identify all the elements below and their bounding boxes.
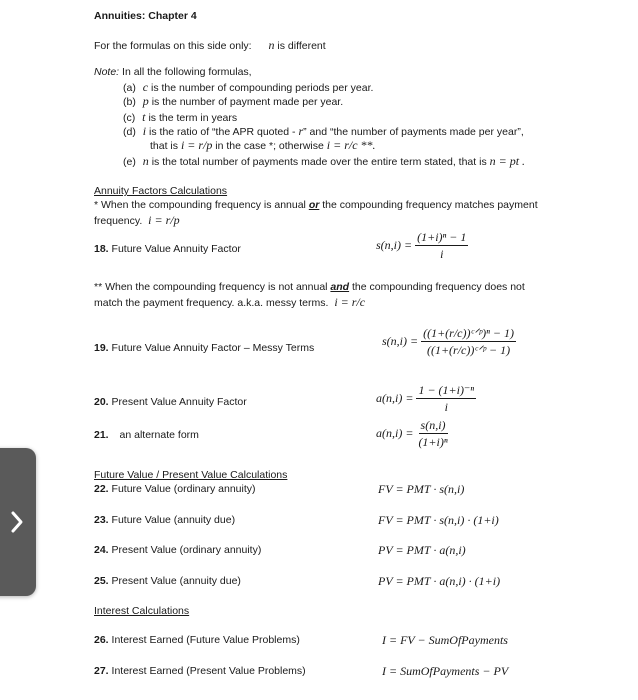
formula-num: 20. [94, 396, 109, 408]
note-eq: n = pt . [489, 154, 526, 168]
formula-label: Present Value (annuity due) [111, 575, 241, 587]
note-item-a [123, 80, 373, 95]
note-var: r [298, 124, 304, 138]
note-text: is the term in years [148, 112, 238, 124]
formula-denominator: i [440, 247, 444, 261]
formula-18-eq [376, 230, 468, 261]
formula-num: 27. [94, 665, 109, 677]
note-text: in the case *; otherwise [215, 140, 324, 152]
note-eq: i = r/p [180, 138, 213, 152]
formula-label: Interest Earned (Present Value Problems) [111, 665, 306, 677]
formula-27-eq: I = SumOfPayments − PV [382, 664, 509, 678]
formula-22-label [94, 483, 256, 495]
note-text: is the number of payment made per year. [151, 96, 344, 108]
formula-num: 25. [94, 575, 109, 587]
formula-label: Future Value (ordinary annuity) [111, 483, 256, 495]
star-text: frequency. [94, 215, 143, 227]
side-note [94, 38, 326, 53]
star-note-line1 [94, 199, 538, 211]
note-item-e [123, 154, 525, 169]
star-note-line2 [94, 213, 180, 228]
formula-lhs: a(n,i) = [376, 426, 414, 440]
note-item-d-cont [150, 138, 376, 153]
formula-numerator: 1 − (1+i)⁻ⁿ [418, 383, 475, 397]
interest-heading: Interest Calculations [94, 605, 190, 617]
note-text: is the total number of payments made over the entire term stated, that is [151, 156, 487, 168]
formula-label: Interest Earned (Future Value Problems) [111, 634, 300, 646]
note-text: is the ratio of “the APR quoted - [149, 126, 299, 138]
formula-num: 24. [94, 544, 109, 556]
formula-27-label [94, 665, 306, 677]
formula-26-eq: I = FV − SumOfPayments [382, 633, 508, 647]
formula-19-eq [382, 326, 516, 357]
note-var: t [142, 110, 146, 124]
formula-22-eq: FV = PMT · s(n,i) [378, 482, 465, 496]
dstar-note-line2 [94, 295, 365, 310]
formula-fraction [416, 418, 449, 449]
side-nav-tab[interactable] [0, 448, 36, 596]
note-intro [94, 66, 252, 78]
formula-label: Present Value (ordinary annuity) [111, 544, 262, 556]
formula-23-label [94, 514, 235, 526]
formula-numerator: ((1+(r/c))ᶜᐟᵖ)ⁿ − 1) [423, 326, 514, 340]
note-var: c [142, 80, 149, 94]
note-intro-text: In all the following formulas, [122, 66, 252, 78]
formula-label: Future Value (annuity due) [111, 514, 236, 526]
formula-num: 19. [94, 342, 109, 354]
star-text: * When the compounding frequency is annual [94, 199, 306, 211]
formula-num: 22. [94, 483, 109, 495]
dstar-text: ** When the compounding frequency is not annual [94, 281, 328, 293]
page-title: Annuities: Chapter 4 [94, 10, 197, 22]
chevron-right-icon[interactable] [10, 510, 24, 534]
formula-18-label [94, 243, 241, 255]
note-text: that is [150, 140, 179, 152]
formula-num: 21. [94, 429, 109, 441]
note-tag: (c) [123, 112, 136, 124]
formula-fraction [416, 383, 476, 414]
note-tag: (d) [123, 126, 136, 138]
note-var: i [142, 124, 147, 138]
star-text: the compounding frequency matches payment [322, 199, 538, 211]
formula-21-eq [376, 418, 450, 449]
note-item-d [123, 124, 524, 139]
star-eq: i = r/p [148, 213, 180, 227]
formula-23-eq: FV = PMT · s(n,i) · (1+i) [378, 513, 499, 527]
formula-numerator: s(n,i) [420, 418, 446, 432]
formula-label: Future Value Annuity Factor – Messy Terms [111, 342, 315, 354]
formula-19-label [94, 342, 314, 354]
note-tag: (b) [123, 96, 136, 108]
formula-21-label [94, 429, 199, 441]
note-item-b [123, 94, 343, 109]
dstar-note-line1 [94, 281, 525, 293]
formula-num: 23. [94, 514, 109, 526]
note-label: Note: [94, 66, 120, 78]
note-text: ” and “the number of payments made per year”, [303, 126, 524, 138]
side-note-after: is different [277, 40, 326, 52]
formula-20-eq [376, 383, 476, 414]
formula-denominator: ((1+(r/c))ᶜᐟᵖ − 1) [426, 343, 511, 357]
formula-denominator: (1+i)ⁿ [418, 435, 448, 449]
side-note-text: For the formulas on this side only: [94, 40, 252, 52]
star-or: or [308, 199, 320, 211]
side-note-var: n [268, 38, 275, 52]
formula-25-eq: PV = PMT · a(n,i) · (1+i) [378, 574, 501, 588]
formula-25-label [94, 575, 241, 587]
formula-fraction [421, 326, 516, 357]
fv-pv-heading: Future Value / Present Value Calculations [94, 469, 288, 481]
formula-num: 26. [94, 634, 109, 646]
formula-lhs: a(n,i) = [376, 391, 414, 405]
formula-20-label [94, 396, 247, 408]
annuity-factors-heading: Annuity Factors Calculations [94, 185, 228, 197]
dstar-text: match the payment frequency. a.k.a. messy terms. [94, 297, 329, 309]
note-item-c [123, 110, 237, 125]
dstar-text: the compounding frequency does not [352, 281, 525, 293]
dstar-eq: i = r/c [334, 295, 366, 309]
note-var: p [142, 94, 149, 108]
formula-num: 18. [94, 243, 109, 255]
formula-label: Present Value Annuity Factor [111, 396, 247, 408]
formula-numerator: (1+i)ⁿ − 1 [417, 230, 467, 244]
note-var: n [142, 154, 149, 168]
note-eq: i = r/c **. [326, 138, 376, 152]
formula-24-label [94, 544, 261, 556]
formula-26-label [94, 634, 300, 646]
formula-24-eq: PV = PMT · a(n,i) [378, 543, 466, 557]
formula-denominator: i [444, 400, 448, 414]
formula-lhs: s(n,i) = [376, 238, 413, 252]
note-tag: (e) [123, 156, 136, 168]
dstar-and: and [330, 281, 350, 293]
formula-label: Future Value Annuity Factor [111, 243, 241, 255]
formula-lhs: s(n,i) = [382, 334, 419, 348]
note-text: is the number of compounding periods per year. [151, 82, 374, 94]
note-tag: (a) [123, 82, 136, 94]
formula-fraction [415, 230, 468, 261]
formula-label: an alternate form [119, 429, 199, 441]
